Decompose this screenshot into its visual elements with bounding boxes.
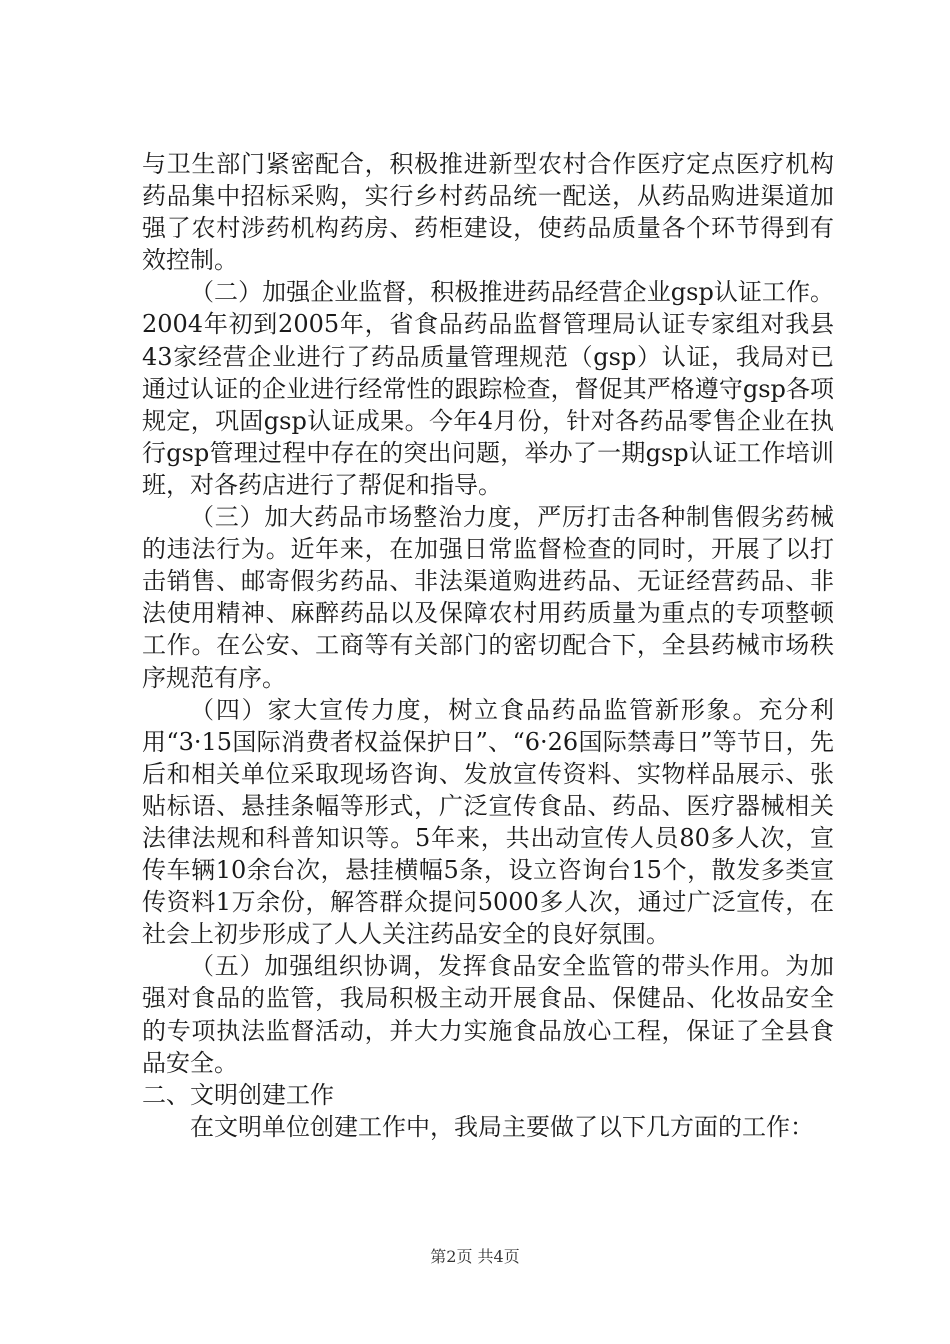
- paragraph-continuation: 与卫生部门紧密配合，积极推进新型农村合作医疗定点医疗机构药品集中招标采购，实行乡村药品统一配送，从药品购进渠道加强了农村涉药机构药房、药柜建设，使药品质量各个环节得到有效控制。: [142, 150, 834, 275]
- paragraph-gsp-certification: （二）加强企业监督，积极推进药品经营企业gsp认证工作。2004年初到2005年，省食品药品监督管理局认证专家组对我县43家经营企业进行了药品质量管理规范（gsp）认证，我局对已通过认证的企业进行经常性的跟踪检查，督促其严格遵守gsp各项规定，巩固gsp认证成果。今年4月份，针对各药品零售企业在执行gsp管理过程中存在的突出问题，举办了一期gsp认证工作培训班，对各药店进行了帮促和指导。: [142, 278, 834, 499]
- paragraph-market-rectification: （三）加大药品市场整治力度，严厉打击各种制售假劣药械的违法行为。近年来，在加强日常监督检查的同时，开展了以打击销售、邮寄假劣药品、非法渠道购进药品、无证经营药品、非法使用精神、麻醉药品以及保障农村用药质量为重点的专项整顿工作。在公安、工商等有关部门的密切配合下，全县药械市场秩序规范有序。: [142, 503, 834, 692]
- paragraph-publicity: （四）家大宣传力度，树立食品药品监管新形象。充分利用“3·15国际消费者权益保护日”、“6·26国际禁毒日”等节日，先后和相关单位采取现场咨询、发放宣传资料、实物样品展示、张贴标语、悬挂条幅等形式，广泛宣传食品、药品、医疗器械相关法律法规和科普知识等。5年来，共出动宣传人员80多人次，宣传车辆10余台次，悬挂横幅5条，设立咨询台15个，散发多类宣传资料1万余份，解答群众提问5000多人次，通过广泛宣传，在社会上初步形成了人人关注药品安全的良好氛围。: [142, 695, 834, 949]
- page-footer: 第2页 共4页: [430, 1247, 520, 1266]
- paragraph-civilization-intro: 在文明单位创建工作中，我局主要做了以下几方面的工作：: [190, 1112, 814, 1141]
- section-heading: 二、文明创建工作: [142, 1080, 334, 1109]
- document-body: [142, 148, 834, 1143]
- paragraph-food-safety: （五）加强组织协调，发挥食品安全监管的带头作用。为加强对食品的监管，我局积极主动开展食品、保健品、化妆品安全的专项执法监督活动，并大力实施食品放心工程，保证了全县食品安全。: [142, 952, 834, 1077]
